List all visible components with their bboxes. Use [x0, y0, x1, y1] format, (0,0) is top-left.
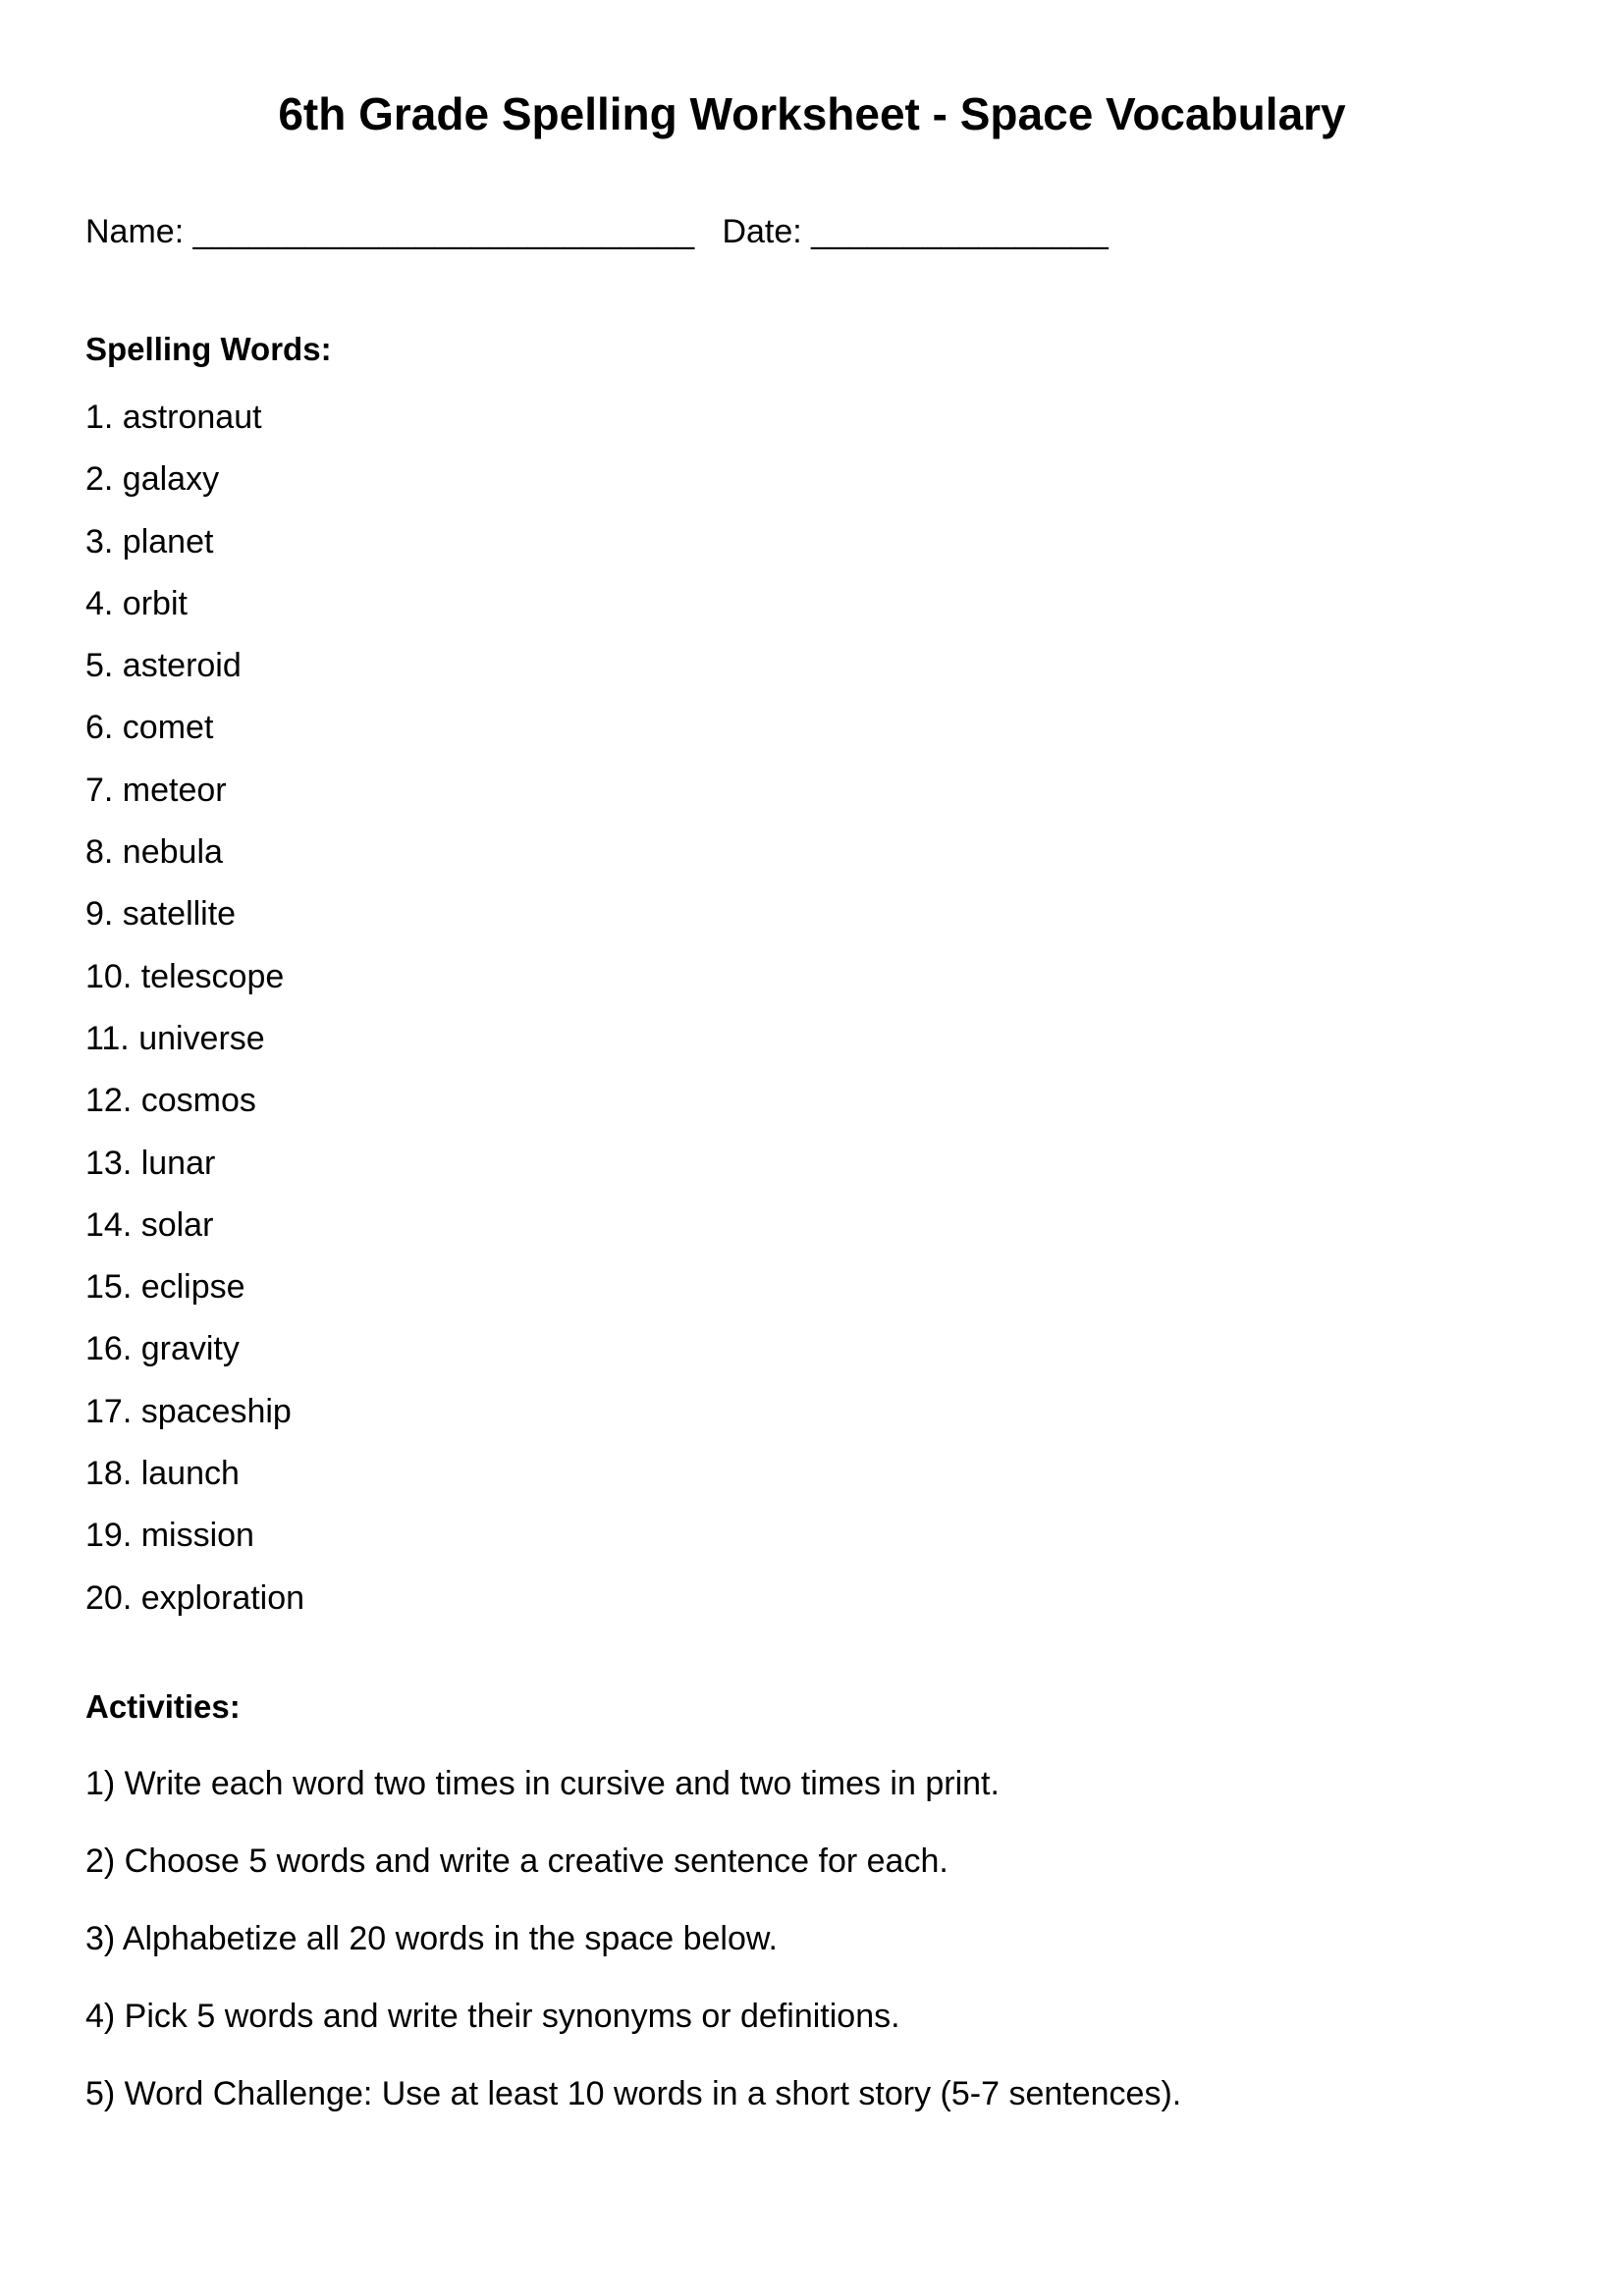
word-item: 11. universe [85, 1019, 265, 1057]
spelling-word-list [85, 396, 304, 1638]
activity-item: 1) Write each word two times in cursive and two times in print. [85, 1765, 1000, 1802]
spelling-words-heading: Spelling Words: [85, 331, 332, 367]
word-item: 7. meteor [85, 771, 227, 809]
activity-item: 4) Pick 5 words and write their synonyms or definitions. [85, 1998, 900, 2035]
word-item: 16. gravity [85, 1330, 240, 1368]
word-item: 13. lunar [85, 1144, 216, 1182]
activity-item: 5) Word Challenge: Use at least 10 words in a short story (5-7 sentences). [85, 2075, 1182, 2112]
word-item: 8. nebula [85, 833, 223, 872]
activity-item: 3) Alphabetize all 20 words in the space below. [85, 1920, 779, 1957]
word-item: 10. telescope [85, 957, 285, 995]
worksheet-title: 6th Grade Spelling Worksheet - Space Vocabulary [278, 88, 1346, 139]
word-item: 19. mission [85, 1517, 254, 1555]
word-item: 3. planet [85, 522, 214, 561]
word-item: 1. astronaut [85, 399, 262, 436]
word-item: 12. cosmos [85, 1082, 256, 1120]
word-item: 6. comet [85, 709, 214, 747]
name-date-line: Name: ___________________________ Date: ________________ [85, 213, 1109, 250]
word-item: 15. eclipse [85, 1268, 245, 1307]
activity-list [85, 1762, 1181, 2150]
word-item: 18. launch [85, 1455, 240, 1493]
word-item: 5. asteroid [85, 647, 242, 685]
activities-heading: Activities: [85, 1688, 241, 1725]
activity-item: 2) Choose 5 words and write a creative sentence for each. [85, 1842, 948, 1880]
word-item: 14. solar [85, 1205, 214, 1244]
word-item: 20. exploration [85, 1578, 305, 1617]
word-item: 2. galaxy [85, 460, 220, 499]
word-item: 17. spaceship [85, 1392, 292, 1430]
word-item: 9. satellite [85, 895, 237, 934]
word-item: 4. orbit [85, 584, 188, 622]
